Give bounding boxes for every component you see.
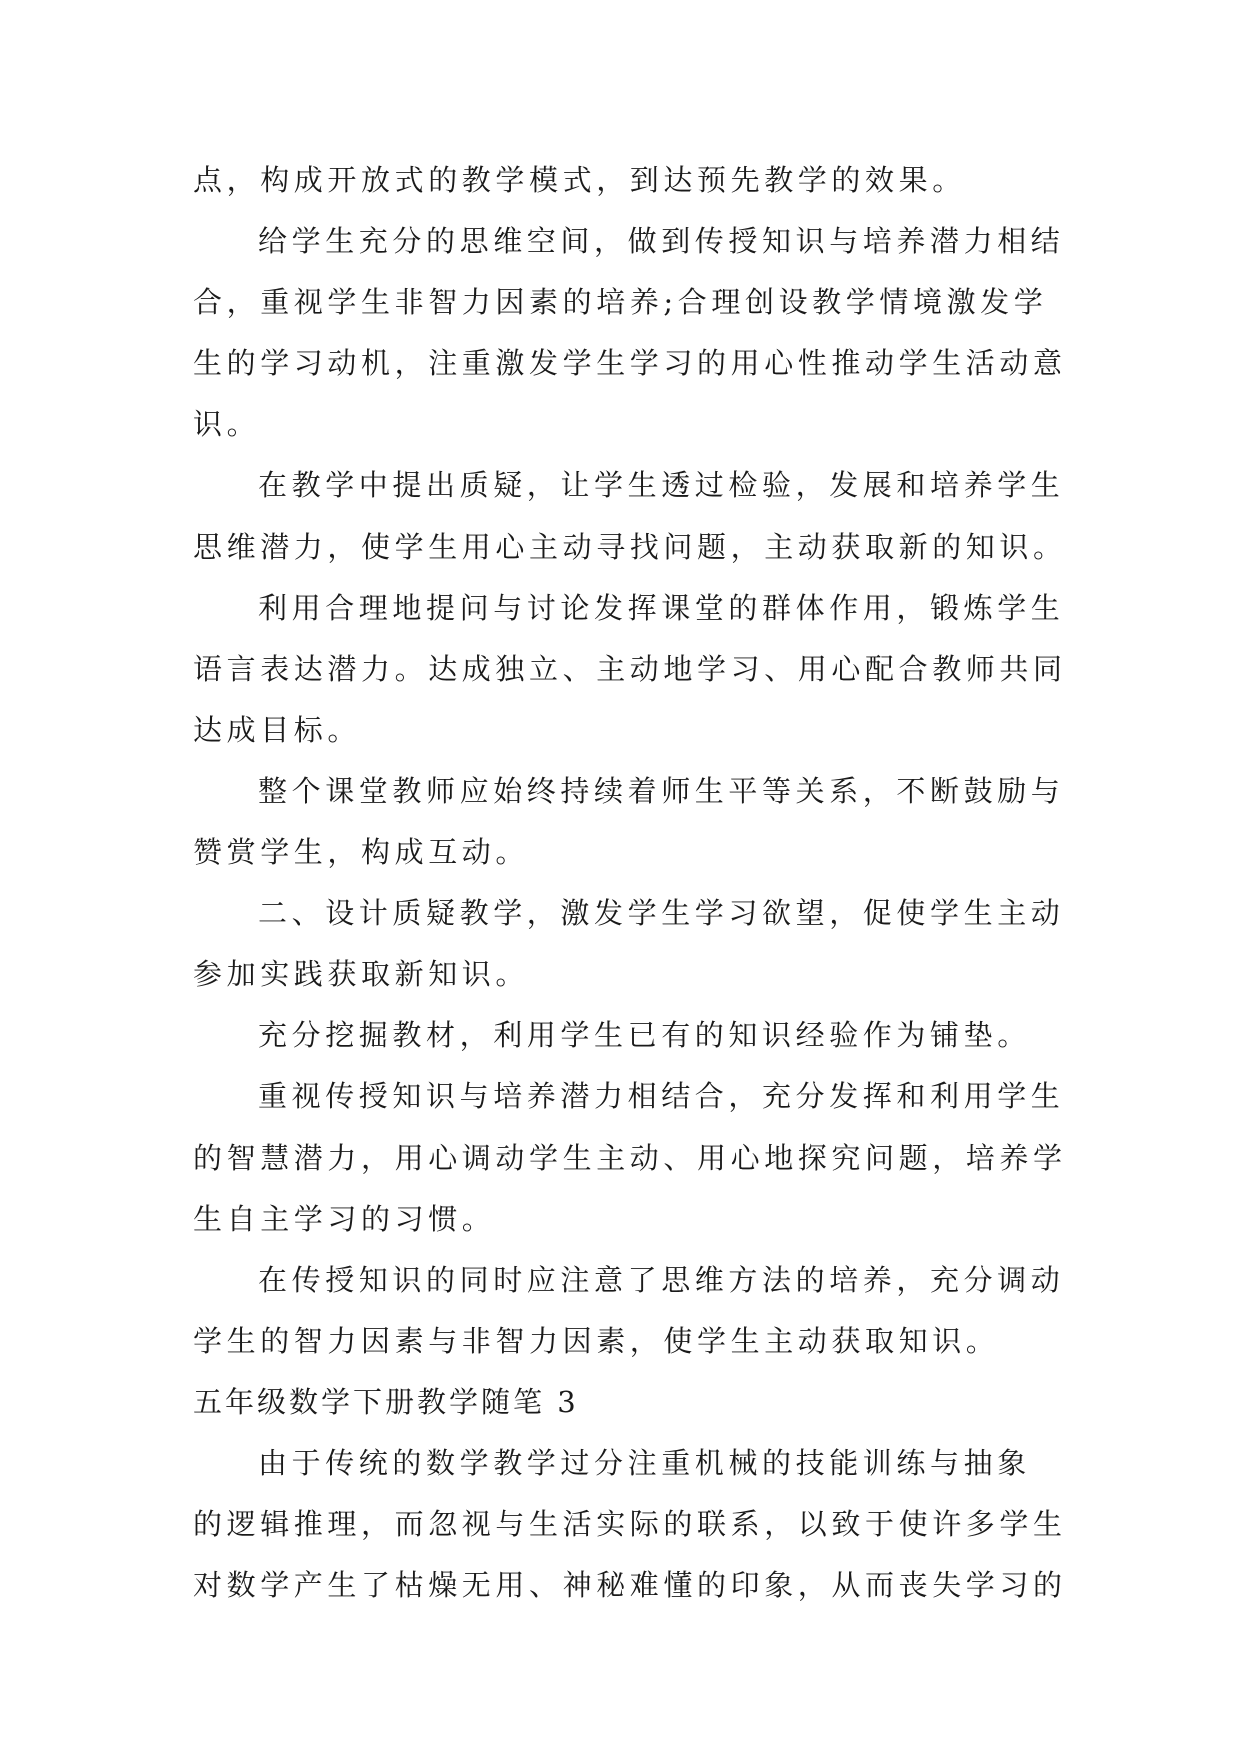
text-line: 点，构成开放式的教学模式，到达预先教学的效果。 bbox=[193, 163, 966, 197]
text-line: 参加实践获取新知识。 bbox=[193, 957, 530, 992]
paragraph-first-line: 在教学中提出质疑，让学生透过检验，发展和培养学生 bbox=[258, 468, 1065, 503]
paragraph-first-line: 利用合理地提问与讨论发挥课堂的群体作用，锻炼学生 bbox=[258, 590, 1065, 625]
paragraph-first-line: 由于传统的数学教学过分注重机械的技能训练与抽象 bbox=[258, 1445, 1031, 1480]
text-line: 合，重视学生非智力因素的培养;合理创设教学情境激发学 bbox=[193, 285, 1048, 320]
paragraph-first-line: 重视传授知识与培养潜力相结合，充分发挥和利用学生 bbox=[258, 1079, 1065, 1114]
text-line: 的逻辑推理，而忽视与生活实际的联系，以致于使许多学生 bbox=[193, 1507, 1067, 1542]
text-line: 生的学习动机，注重激发学生学习的用心性推动学生活动意 bbox=[193, 346, 1067, 381]
text-line: 赞赏学生，构成互动。 bbox=[193, 835, 530, 870]
text-line: 识。 bbox=[193, 407, 261, 442]
paragraph-first-line: 在传授知识的同时应注意了思维方法的培养，充分调动 bbox=[258, 1262, 1065, 1297]
document-body bbox=[193, 150, 1067, 1616]
text-line: 思维潜力，使学生用心主动寻找问题，主动获取新的知识。 bbox=[193, 529, 1067, 564]
paragraph-first-line: 整个课堂教师应始终持续着师生平等关系，不断鼓励与 bbox=[258, 773, 1065, 808]
text-line: 语言表达潜力。达成独立、主动地学习、用心配合教师共同 bbox=[193, 651, 1067, 686]
text-line: 学生的智力因素与非智力因素，使学生主动获取知识。 bbox=[193, 1323, 1000, 1358]
text-line: 的智慧潜力，用心调动学生主动、用心地探究问题，培养学 bbox=[193, 1140, 1067, 1175]
text-line: 生自主学习的习惯。 bbox=[193, 1201, 496, 1236]
paragraph-first-line: 给学生充分的思维空间，做到传授知识与培养潜力相结 bbox=[258, 224, 1065, 259]
text-line: 对数学产生了枯燥无用、神秘难懂的印象，从而丧失学习的 bbox=[193, 1568, 1067, 1603]
paragraph-first-line: 二、设计质疑教学，激发学生学习欲望，促使学生主动 bbox=[258, 896, 1065, 931]
paragraph-first-line: 充分挖掘教材，利用学生已有的知识经验作为铺垫。 bbox=[258, 1018, 1031, 1053]
section-heading: 五年级数学下册教学随笔 3 bbox=[193, 1384, 579, 1419]
text-line: 达成目标。 bbox=[193, 712, 362, 747]
